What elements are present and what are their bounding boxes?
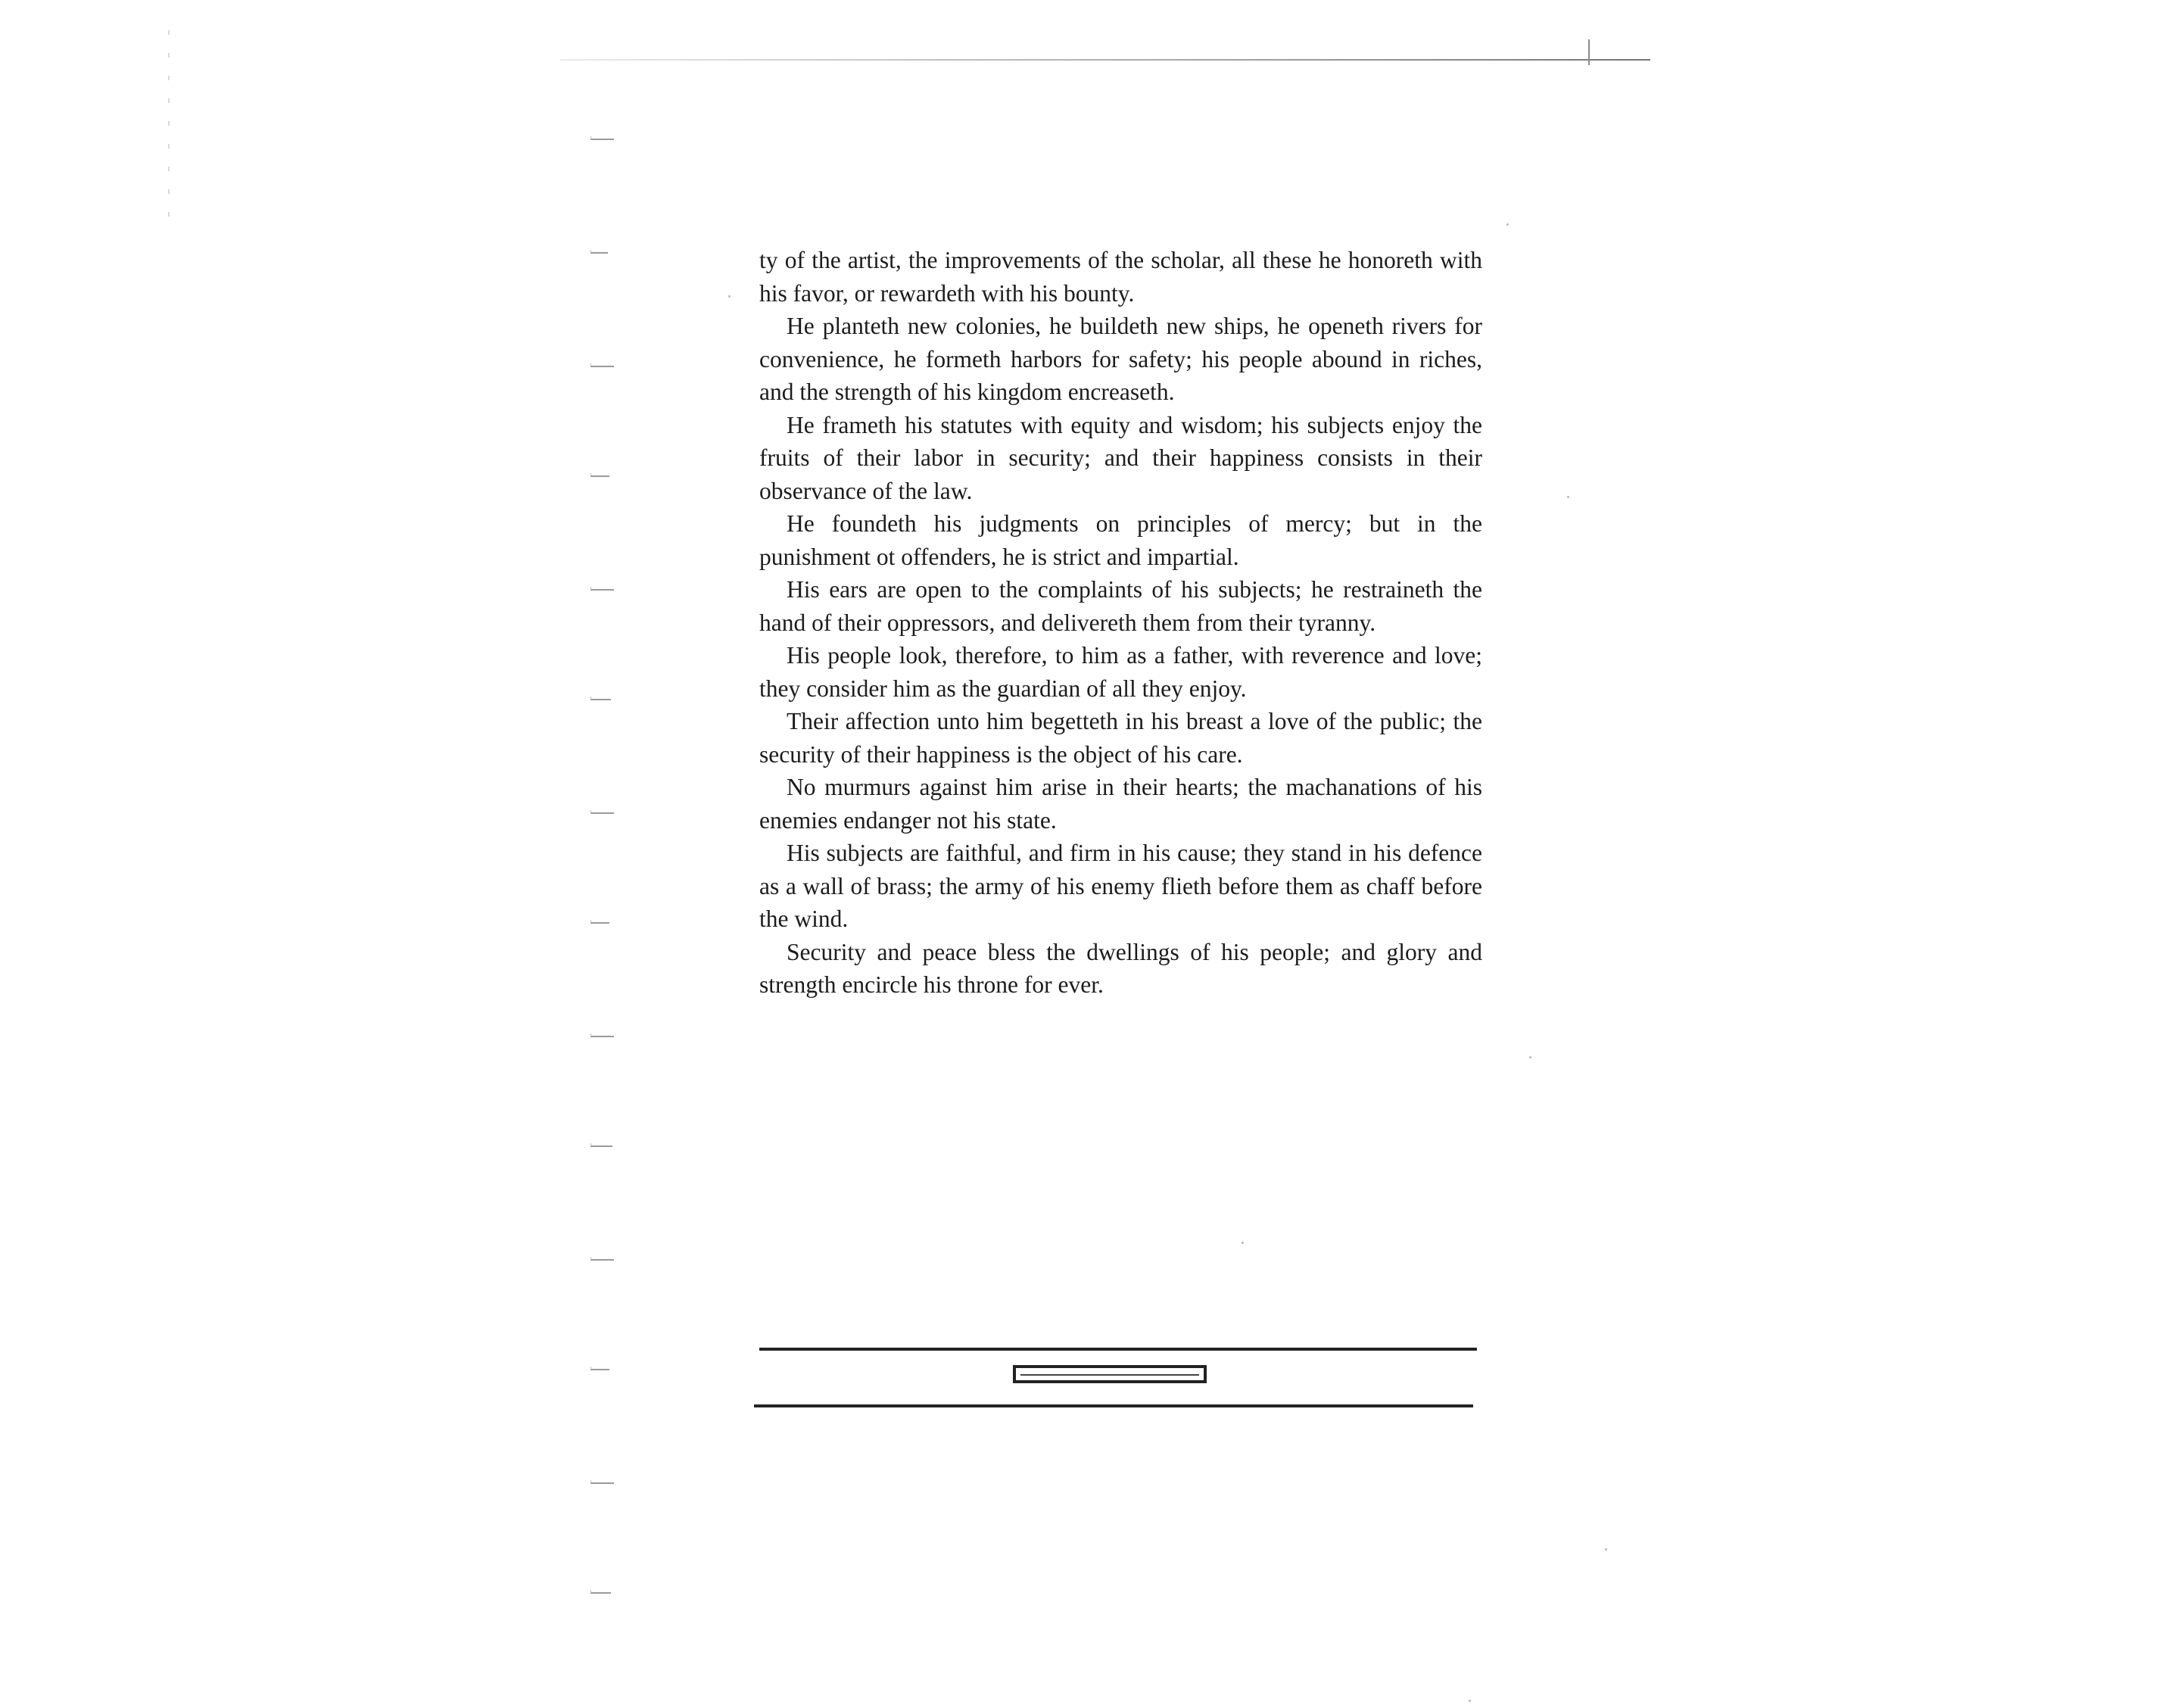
paragraph: His people look, therefore, to him as a father, with reverence and love; they consider him as the guardian of all they enjoy. <box>759 642 1482 702</box>
ornament-rule-top <box>759 1348 1477 1351</box>
paragraph: He foundeth his judgments on principles of mercy; but in the punishment ot offenders, he is strict and impartial. <box>759 510 1482 570</box>
scan-speck <box>1469 1700 1471 1702</box>
scan-speck <box>1529 1056 1531 1058</box>
margin-scan-marks <box>590 121 636 1635</box>
ornament-rule-bottom <box>754 1404 1473 1407</box>
scan-speck <box>728 295 731 298</box>
paragraph: ty of the artist, the improvements of the scholar, all these he honoreth with his favor, or rewardeth with his bounty. <box>759 247 1482 307</box>
paragraph: He frameth his statutes with equity and wisdom; his subjects enjoy the fruits of their labor in security; and their happiness consists in their observance of the law. <box>759 411 1482 504</box>
scan-speck <box>1567 496 1569 498</box>
top-binding-line <box>560 59 1650 61</box>
scan-speck <box>1605 1548 1607 1551</box>
body-text <box>759 244 1482 1002</box>
left-edge-specks <box>168 30 170 227</box>
scan-speck <box>1242 1242 1244 1244</box>
top-binding-tick <box>1588 39 1590 65</box>
paragraph: His ears are open to the complaints of his subjects; he restraineth the hand of their oppressors, and delivereth them from their tyranny. <box>759 576 1482 636</box>
paragraph: Security and peace bless the dwellings of his people; and glory and strength encircle his throne for ever. <box>759 938 1482 998</box>
paragraph: His subjects are faithful, and firm in his cause; they stand in his defence as a wall of brass; the army of his enemy flieth before them as chaff before the wind. <box>759 840 1482 932</box>
ornament-box <box>1013 1365 1207 1383</box>
scan-speck <box>1506 223 1509 226</box>
paragraph: He planteth new colonies, he buildeth new ships, he openeth rivers for convenience, he formeth harbors for safety; his people abound in riches, and the strength of his kingdom encreaseth. <box>759 313 1482 405</box>
paragraph: Their affection unto him begetteth in his breast a love of the public; the security of their happiness is the object of his care. <box>759 708 1482 768</box>
paragraph: No murmurs against him arise in their hearts; the machanations of his enemies endanger not his state. <box>759 774 1482 834</box>
